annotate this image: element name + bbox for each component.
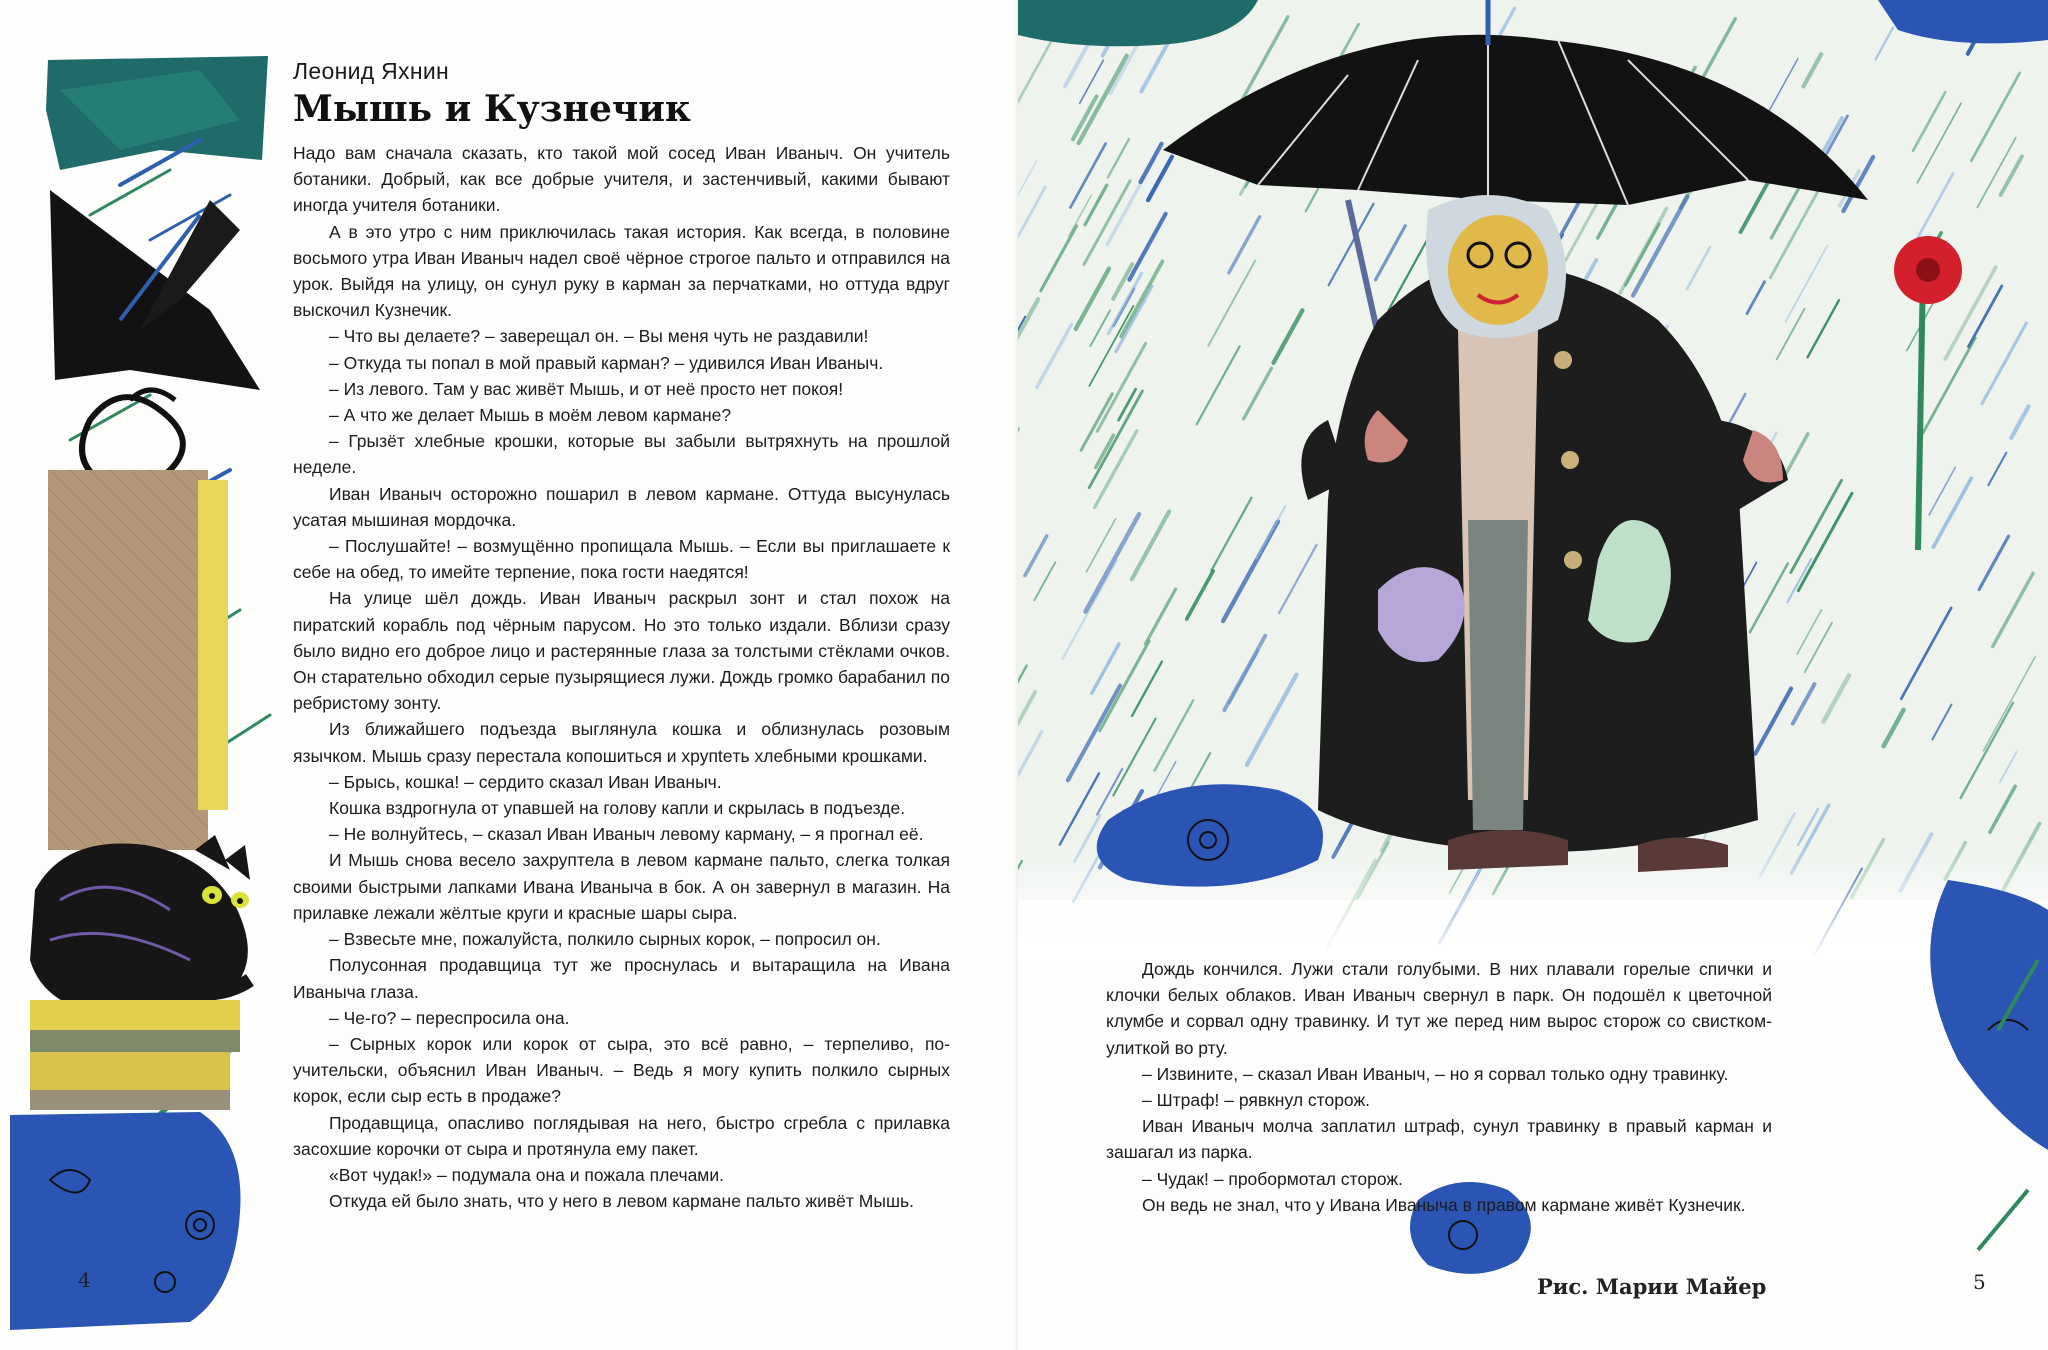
right-page-number: 5 bbox=[1973, 1270, 1986, 1294]
paragraph: Иван Иваныч молча заплатил штраф, сунул травинку в правый карман и зашагал из парка. bbox=[1106, 1116, 1772, 1163]
paragraph: – Штраф! – рявкнул сторож. bbox=[1142, 1090, 1371, 1111]
floor-stripes bbox=[30, 1000, 240, 1110]
man-head bbox=[1426, 195, 1566, 338]
left-margin-illustration bbox=[0, 0, 300, 1350]
paragraph: – Не волнуйтесь, – сказал Иван Иваныч левому карману, – я прогнал её. bbox=[329, 824, 924, 845]
paragraph: – Что вы делаете? – заверещал он. – Вы меня чуть не раздавили! bbox=[329, 326, 869, 347]
paragraph: – Че-го? – переспросила она. bbox=[329, 1007, 570, 1028]
paragraph: – Извините, – сказал Иван Иваныч, – но я сорвал только одну травинку. bbox=[1142, 1063, 1729, 1084]
paragraph: Продавщица, опасливо поглядывая на него, быстро сгребла с прилавка засохшие корочки от сыра и протянула ему пакет. bbox=[293, 1112, 950, 1159]
paragraph: Дождь кончился. Лужи стали голубыми. В них плавали горелые спички и клочки белых облаков. Иван Иваныч свернул в парк. Он подошёл к цветочной клумбе и сорвал одну травинку. И тут же перед ним вырос сторож со свистком-улиткой во рту. bbox=[1106, 959, 1772, 1058]
paragraph: А в это утро с ним приключилась такая история. Как всегда, в половине восьмого утра Иван Иваныч надел своё чёрное строгое пальто и отправился на урок. Выйдя на улицу, он сунул руку в карман за перчатками, но оттуда вдруг выскочил Кузнечик. bbox=[293, 221, 950, 321]
author-name: Леонид Яхнин bbox=[293, 58, 449, 84]
paragraph: – Взвесьте мне, пожалуйста, полкило сырных корок, – попросил он. bbox=[329, 929, 881, 950]
left-page bbox=[0, 0, 1018, 1350]
paragraph: – Сырных корок или корок от сыра, это всё равно, – терпеливо, по-учительски, объяснил Иван Иваныч. – Ведь я могу купить полкило сырных корок, если сыр есть в продаже? bbox=[293, 1033, 950, 1107]
black-cat bbox=[30, 835, 250, 1016]
paragraph: – Откуда ты попал в мой правый карман? – удивился Иван Иваныч. bbox=[329, 352, 884, 373]
black-umbrella-fragment bbox=[50, 190, 260, 488]
paragraph: «Вот чудак!» – подумала она и пожала плечами. bbox=[329, 1164, 724, 1185]
shoes bbox=[1448, 830, 1568, 870]
paragraph: – Грызёт хлебные крошки, которые вы забыли вытряхнуть на прошлой неделе. bbox=[293, 431, 950, 478]
paragraph: – Из левого. Там у вас живёт Мышь, и от неё просто нет покоя! bbox=[329, 378, 844, 399]
story-title: Мышь и Кузнечик bbox=[293, 88, 691, 130]
paragraph: – А что же делает Мышь в моём левом кармане? bbox=[329, 405, 732, 426]
paragraph: – Чудак! – пробормотал сторож. bbox=[1142, 1168, 1403, 1189]
teal-sky-strip bbox=[46, 56, 268, 170]
paragraph: – Послушайте! – возмущённо пропищала Мышь. – Если вы приглашаете к себе на обед, то имейте терпение, пока гости наедятся! bbox=[293, 536, 950, 583]
paragraph: Откуда ей было знать, что у него в левом кармане пальто живёт Мышь. bbox=[329, 1191, 914, 1212]
paragraph: Полусонная продавщица тут же проснулась и вытаращила на Ивана Иваныча глаза. bbox=[293, 955, 950, 1002]
left-page-number: 4 bbox=[78, 1268, 91, 1292]
paragraph: Он ведь не знал, что у Ивана Иваныча в правом кармане живёт Кузнечик. bbox=[1142, 1194, 1746, 1215]
paragraph: Надо вам сначала сказать, кто такой мой сосед Иван Иваныч. Он учитель ботаники. Добрый, как все добрые учителя, и застенчивый, какими бывают иногда учителя ботаники. bbox=[293, 143, 950, 216]
illustration-credit: Рис. Марии Майер bbox=[1537, 1274, 1767, 1299]
paragraph: Из ближайшего подъезда выглянула кошка и облизнулась розовым язычком. Мышь сразу перестала копошиться и хрупteть хлебными крошками. bbox=[293, 719, 950, 766]
paragraph: И Мышь снова весело захруптела в левом кармане пальто, слегка толкая своими быстрыми лапками Ивана Иваныча в бок. А он завернул в магазин. На прилавке лежали жёлтые круги и красные шары сыра. bbox=[293, 850, 950, 923]
blue-puddle-left bbox=[10, 1112, 241, 1330]
story-text-right bbox=[1106, 956, 1772, 1218]
yellow-door-frame bbox=[198, 480, 228, 810]
paragraph: – Брысь, кошка! – сердито сказал Иван Иваныч. bbox=[329, 771, 722, 792]
paragraph: Кошка вздрогнула от упавшей на голову капли и скрылась в подъезде. bbox=[329, 798, 906, 819]
puddle-right bbox=[1930, 880, 2048, 1150]
paragraph: Иван Иваныч осторожно пошарил в левом кармане. Оттуда высунулась усатая мышиная мордочка. bbox=[293, 483, 950, 530]
paragraph: На улице шёл дождь. Иван Иваныч раскрыл зонт и стал похож на пиратский корабль под чёрным парусом. Но это только издали. Вблизи сразу было видно его доброе лицо и растерянные глаза за толстыми стёклами очков. Он старательно обходил серые пузырящиеся лужи. Дождь громко барабанил по ребристому зонту. bbox=[293, 588, 950, 714]
story-text-left bbox=[293, 140, 950, 1214]
